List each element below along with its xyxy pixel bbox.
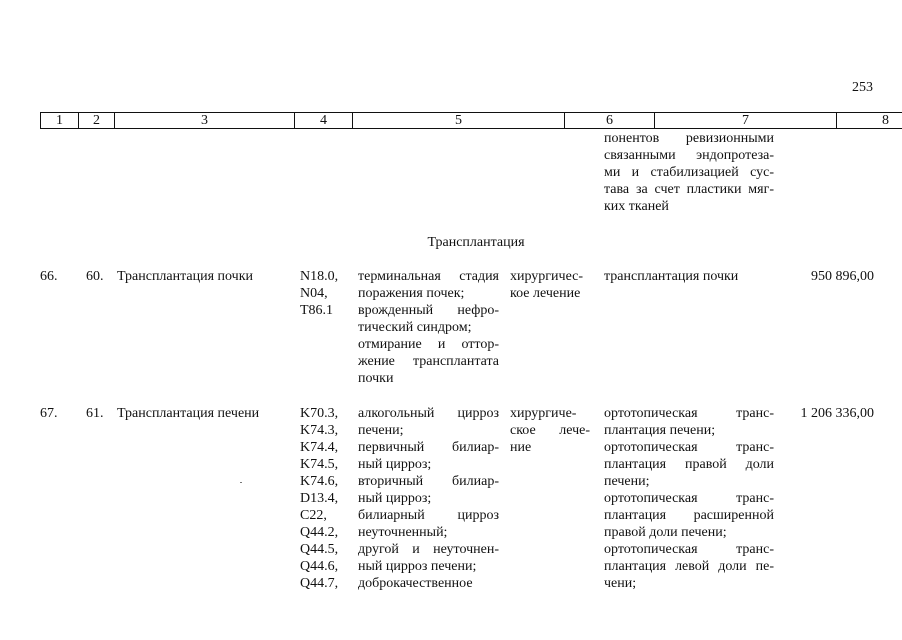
text-line: плантация расширенной xyxy=(604,508,774,523)
icd-code: Q44.6, xyxy=(300,559,339,574)
icd-code: D13.4, xyxy=(300,491,339,506)
column-number-6: 6 xyxy=(565,113,655,129)
text-line: ортотопическая транс- xyxy=(604,491,774,506)
column-number-4: 4 xyxy=(295,113,353,129)
text-line: ортотопическая транс- xyxy=(604,542,774,557)
text-line: алкогольный цирроз xyxy=(358,406,499,421)
text-line: другой и неуточнен- xyxy=(358,542,499,557)
text-line: ортотопическая транс- xyxy=(604,406,774,421)
text-line: хирургиче- xyxy=(510,406,577,421)
text-line: жение трансплантата xyxy=(358,354,499,369)
row-number: 66. xyxy=(40,269,58,284)
icd-code: Q44.5, xyxy=(300,542,339,557)
text-line: ское лече- xyxy=(510,423,590,438)
text-line: ный цирроз печени; xyxy=(358,559,477,574)
text-line: понентов ревизионными xyxy=(604,131,774,146)
text-line: связанными эндопротеза- xyxy=(604,148,774,163)
column-number-2: 2 xyxy=(79,113,115,129)
text-line: отмирание и оттор- xyxy=(358,337,499,352)
column-number-header xyxy=(40,112,902,129)
scan-speck xyxy=(240,482,242,483)
treatment-method xyxy=(604,268,774,285)
icd-code: N04, xyxy=(300,286,328,301)
column-number-1: 1 xyxy=(41,113,79,129)
text-line: тава за счет пластики мяг- xyxy=(604,182,774,197)
text-line: доброкачественное xyxy=(358,576,473,591)
icd-code: T86.1 xyxy=(300,303,334,318)
service-name: Трансплантация печени xyxy=(117,406,260,421)
text-line: ный цирроз; xyxy=(358,491,432,506)
text-line: ние xyxy=(510,440,532,455)
text-line: ный цирроз; xyxy=(358,457,432,472)
icd-code: K70.3, xyxy=(300,406,339,421)
text-line: хирургичес- xyxy=(510,269,584,284)
text-line: терминальная стадия xyxy=(358,269,499,284)
text-line: плантация правой доли xyxy=(604,457,774,472)
method-group-number: 60. xyxy=(86,269,104,284)
icd-code: N18.0, xyxy=(300,269,339,284)
treatment-method xyxy=(604,405,774,592)
icd-codes xyxy=(300,405,338,592)
row-number: 67. xyxy=(40,406,58,421)
column-number-7: 7 xyxy=(655,113,837,129)
icd-code: K74.4, xyxy=(300,440,339,455)
treatment-type xyxy=(510,268,590,302)
text-line: вторичный билиар- xyxy=(358,474,499,489)
service-name: Трансплантация почки xyxy=(117,269,254,284)
text-line: врожденный нефро- xyxy=(358,303,499,318)
text-line: трансплантация почки xyxy=(604,269,739,284)
text-line: неуточненный; xyxy=(358,525,448,540)
column-number-3: 3 xyxy=(115,113,295,129)
text-line: плантация левой доли пе- xyxy=(604,559,774,574)
text-line: билиарный цирроз xyxy=(358,508,499,523)
continuation-method xyxy=(604,130,774,215)
price: 950 896,00 xyxy=(811,269,874,284)
text-line: печени; xyxy=(604,474,650,489)
text-line: ми и стабилизацией сус- xyxy=(604,165,774,180)
icd-code: C22, xyxy=(300,508,327,523)
text-line: правой доли печени; xyxy=(604,525,727,540)
text-line: печени; xyxy=(358,423,404,438)
text-line: тический синдром; xyxy=(358,320,472,335)
icd-code: K74.3, xyxy=(300,423,339,438)
diagnosis xyxy=(358,405,499,592)
text-line: почки xyxy=(358,371,394,386)
text-line: плантация печени; xyxy=(604,423,716,438)
icd-code: K74.5, xyxy=(300,457,339,472)
column-number-5: 5 xyxy=(353,113,565,129)
text-line: ортотопическая транс- xyxy=(604,440,774,455)
text-line: первичный билиар- xyxy=(358,440,499,455)
treatment-type xyxy=(510,405,590,456)
method-group-number: 61. xyxy=(86,406,104,421)
page-number: 253 xyxy=(852,80,873,95)
icd-code: K74.6, xyxy=(300,474,339,489)
price: 1 206 336,00 xyxy=(800,406,874,421)
text-line: поражения почек; xyxy=(358,286,465,301)
section-title: Трансплантация xyxy=(427,235,525,250)
diagnosis xyxy=(358,268,499,387)
text-line: ких тканей xyxy=(604,199,669,214)
icd-code: Q44.2, xyxy=(300,525,339,540)
column-number-8: 8 xyxy=(837,113,902,129)
text-line: чени; xyxy=(604,576,637,591)
icd-code: Q44.7, xyxy=(300,576,339,591)
icd-codes xyxy=(300,268,338,319)
text-line: кое лечение xyxy=(510,286,581,301)
